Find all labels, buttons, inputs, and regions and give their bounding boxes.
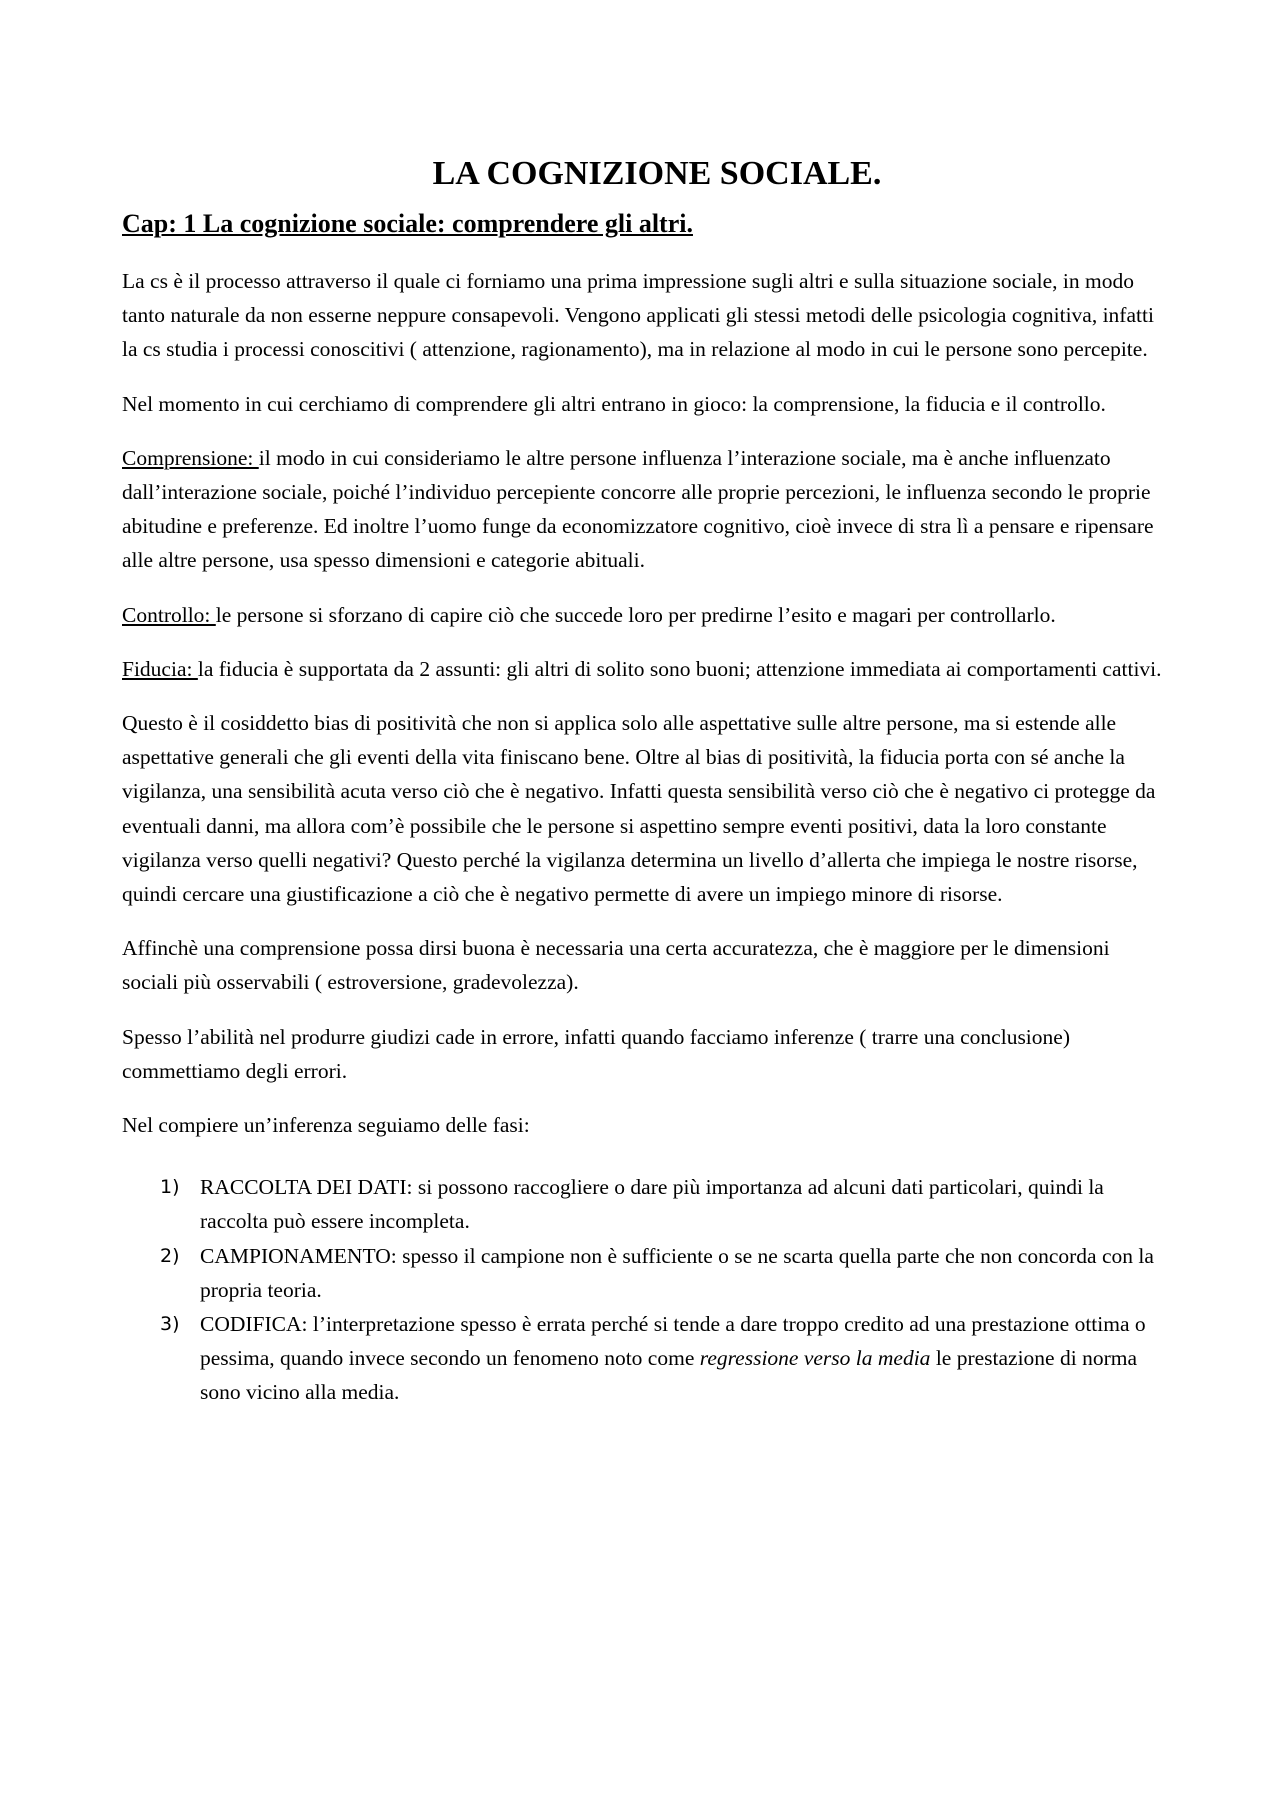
chapter-heading: Cap: 1 La cognizione sociale: comprendere gli altri.	[122, 209, 693, 238]
comprensione-text: il modo in cui consideriamo le altre persone influenza l’interazione sociale, ma è anche influenzato dall’interazione sociale, poiché l’individuo percepiente concorre alle proprie percezioni, le influenza secondo le proprie abitudine e preferenze. Ed inoltre l’uomo funge da economizzatore cognitivo, cioè invece di stra lì a pensare e ripensare alle altre persone, usa spesso dimensioni e categorie abituali.	[122, 445, 1154, 573]
list-item-text: CAMPIONAMENTO: spesso il campione non è sufficiente o se ne scarta quella parte che non concorda con la propria teoria.	[200, 1243, 1154, 1302]
inference-steps-list	[122, 1170, 1170, 1409]
controllo-text: le persone si sforzano di capire ciò che succede loro per predirne l’esito e magari per controllarlo.	[215, 602, 1056, 627]
controllo-label: Controllo:	[122, 602, 216, 627]
fiducia-label: Fiducia:	[122, 656, 198, 681]
paragraph-comprensione	[122, 441, 1170, 578]
paragraph-affinche: Affinchè una comprensione possa dirsi buona è necessaria una certa accuratezza, che è maggiore per le dimensioni sociali più osservabili ( estroversione, gradevolezza).	[122, 936, 1110, 995]
list-item-text: RACCOLTA DEI DATI: si possono raccogliere o dare più importanza ad alcuni dati particolari, quindi la raccolta può essere incompleta.	[200, 1175, 1104, 1234]
paragraph-fiducia	[122, 652, 1170, 686]
paragraph-intro: La cs è il processo attraverso il quale ci forniamo una prima impressione sugli altri e sulla situazione sociale, in modo tanto naturale da non esserne neppure consapevoli. Vengono applicati gli stessi metodi delle psicologia cognitiva, infatti la cs studia i processi conoscitivi ( attenzione, ragionamento), ma in relazione al modo in cui le persone sono percepite.	[122, 269, 1154, 362]
paragraph-fasi: Nel compiere un’inferenza seguiamo delle fasi:	[122, 1113, 530, 1138]
paragraph-bias: Questo è il cosiddetto bias di positività che non si applica solo alle aspettative sulle altre persone, ma si estende alle aspettative generali che gli eventi della vita finiscano bene. Oltre al bias di positività, la fiducia porta con sé anche la vigilanza, una sensibilità acuta verso ciò che è negativo. Infatti questa sensibilità verso ciò che è negativo ci protegge da eventuali danni, ma allora com’è possibile che le persone si aspettino sempre eventi positivi, data la loro constante vigilanza verso quelli negativi? Questo perché la vigilanza determina un livello d’allerta che impiega le nostre risorse, quindi cercare una giustificazione a ciò che è negativo permette di avere un impiego minore di risorse.	[122, 711, 1156, 907]
fiducia-text: la fiducia è supportata da 2 assunti: gli altri di solito sono buoni; attenzione immediata ai comportamenti cattivi.	[197, 656, 1162, 681]
page-title: LA COGNIZIONE SOCIALE.	[432, 155, 882, 192]
paragraph-controllo	[122, 598, 1170, 632]
paragraph-spesso: Spesso l’abilità nel produrre giudizi cade in errore, infatti quando facciamo inferenze ( trarre una conclusione) commettiamo degli errori.	[122, 1024, 1070, 1083]
comprensione-label: Comprensione:	[122, 445, 259, 470]
list-item-number: 1)	[160, 1176, 180, 1199]
list-item	[122, 1307, 1170, 1410]
list-item	[122, 1239, 1170, 1307]
list-item-number: 2)	[160, 1244, 180, 1267]
list-item-number: 3)	[160, 1313, 180, 1336]
list-item-text: CODIFICA: l’interpretazione spesso è errata perché si tende a dare troppo credito ad una prestazione ottima o pessima, quando invece secondo un fenomeno noto come	[200, 1312, 1146, 1371]
list-item-text-end: le prestazione di norma sono vicino alla media.	[200, 1346, 1137, 1405]
paragraph-moment: Nel momento in cui cerchiamo di comprendere gli altri entrano in gioco: la comprensione, la fiducia e il controllo.	[122, 391, 1106, 416]
list-item-emphasis: regressione verso la media	[699, 1346, 931, 1371]
list-item	[122, 1170, 1170, 1238]
